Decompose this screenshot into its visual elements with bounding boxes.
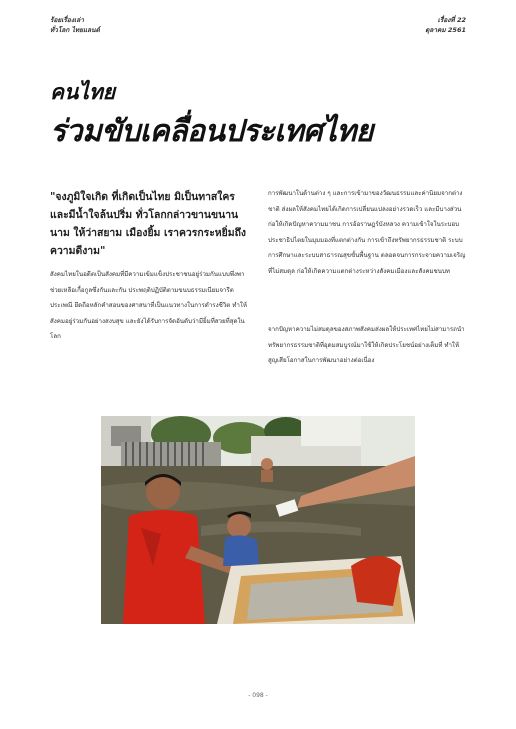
story-number: เรื่องที่ 22: [437, 16, 466, 24]
flood-photo: [101, 416, 415, 624]
series-title: ร้อยเรื่องเล่า: [50, 16, 84, 24]
issue-date: ตุลาคม 2561: [425, 26, 466, 34]
body-paragraph-right-2: จากปัญหาความไม่สมดุลของสภาพสังคมส่งผลให้ประเทศไทยไม่สามารถนำทรัพยากรธรรมชาติที่อุดมสมบูรณ์มาใช้ให้เกิดประโยชน์อย่างเต็มที่ ทำให้สูญเสียโอกาสในการพัฒนาอย่างต่อเนื่อง: [268, 326, 465, 365]
page-number: - 098 -: [248, 692, 268, 699]
series-subtitle: ทั่วโลก ไทยแลนด์: [50, 26, 100, 34]
pull-quote: "จงภูมิใจเกิด ที่เกิดเป็นไทย มิเป็นทาสใคร และมีน้ำใจล้นปริ่ม ทั่วโลกกล่าวขานขนานนาม ให้ว่าสยาม เมืองยิ้ม เราควรกระหยิ่มถึงความดีงาม": [50, 191, 246, 257]
title-line-1: คนไทย: [50, 80, 116, 104]
title-line-2: ร่วมขับเคลื่อนประเทศไทย: [50, 114, 373, 149]
header-left: [50, 15, 100, 35]
header-right: [425, 15, 466, 35]
body-paragraph-right-1: การพัฒนาในด้านต่าง ๆ และการเข้ามาของวัฒนธรรมและค่านิยมจากต่างชาติ ส่งผลให้สังคมไทยได้เกิดการเปลี่ยนแปลงอย่างรวดเร็ว และมีบางส่วนก่อให้เกิดปัญหาความมาชน การอ้อราษฎร์บังหลวง ความเข้าใจในระบอบประชาธิปไตยในมุมมองที่แตกต่างกัน การเข้าถึงทรัพยากรธรรมชาติ ระบบการศึกษาและระบบสาธารณสุขขั้นพื้นฐาน ตลอดจนการกระจายความเจริญที่ไม่สมดุล ก่อให้เกิดความแตกต่างระหว่างสังคมเมืองและสังคมชนบท: [268, 190, 466, 275]
body-paragraph-left: สังคมไทยในอดีตเป็นสังคมที่มีความเข้มแข็งประชาชนอยู่ร่วมกันแบบพึ่งพาช่วยเหลือเกื้อกูลซึ่งกันและกัน ประพฤติปฏิบัติตามขนบธรรมเนียมจารีตประเพณี ยึดถือหลักคำสอนของศาสนาที่เป็นแนวทางในการดำรงชีวิต ทำให้สังคมอยู่ร่วมกันอย่างสงบสุข และยังได้รับการจัดอันดับว่ามียิ้มที่สวยที่สุดในโลก: [50, 271, 247, 341]
